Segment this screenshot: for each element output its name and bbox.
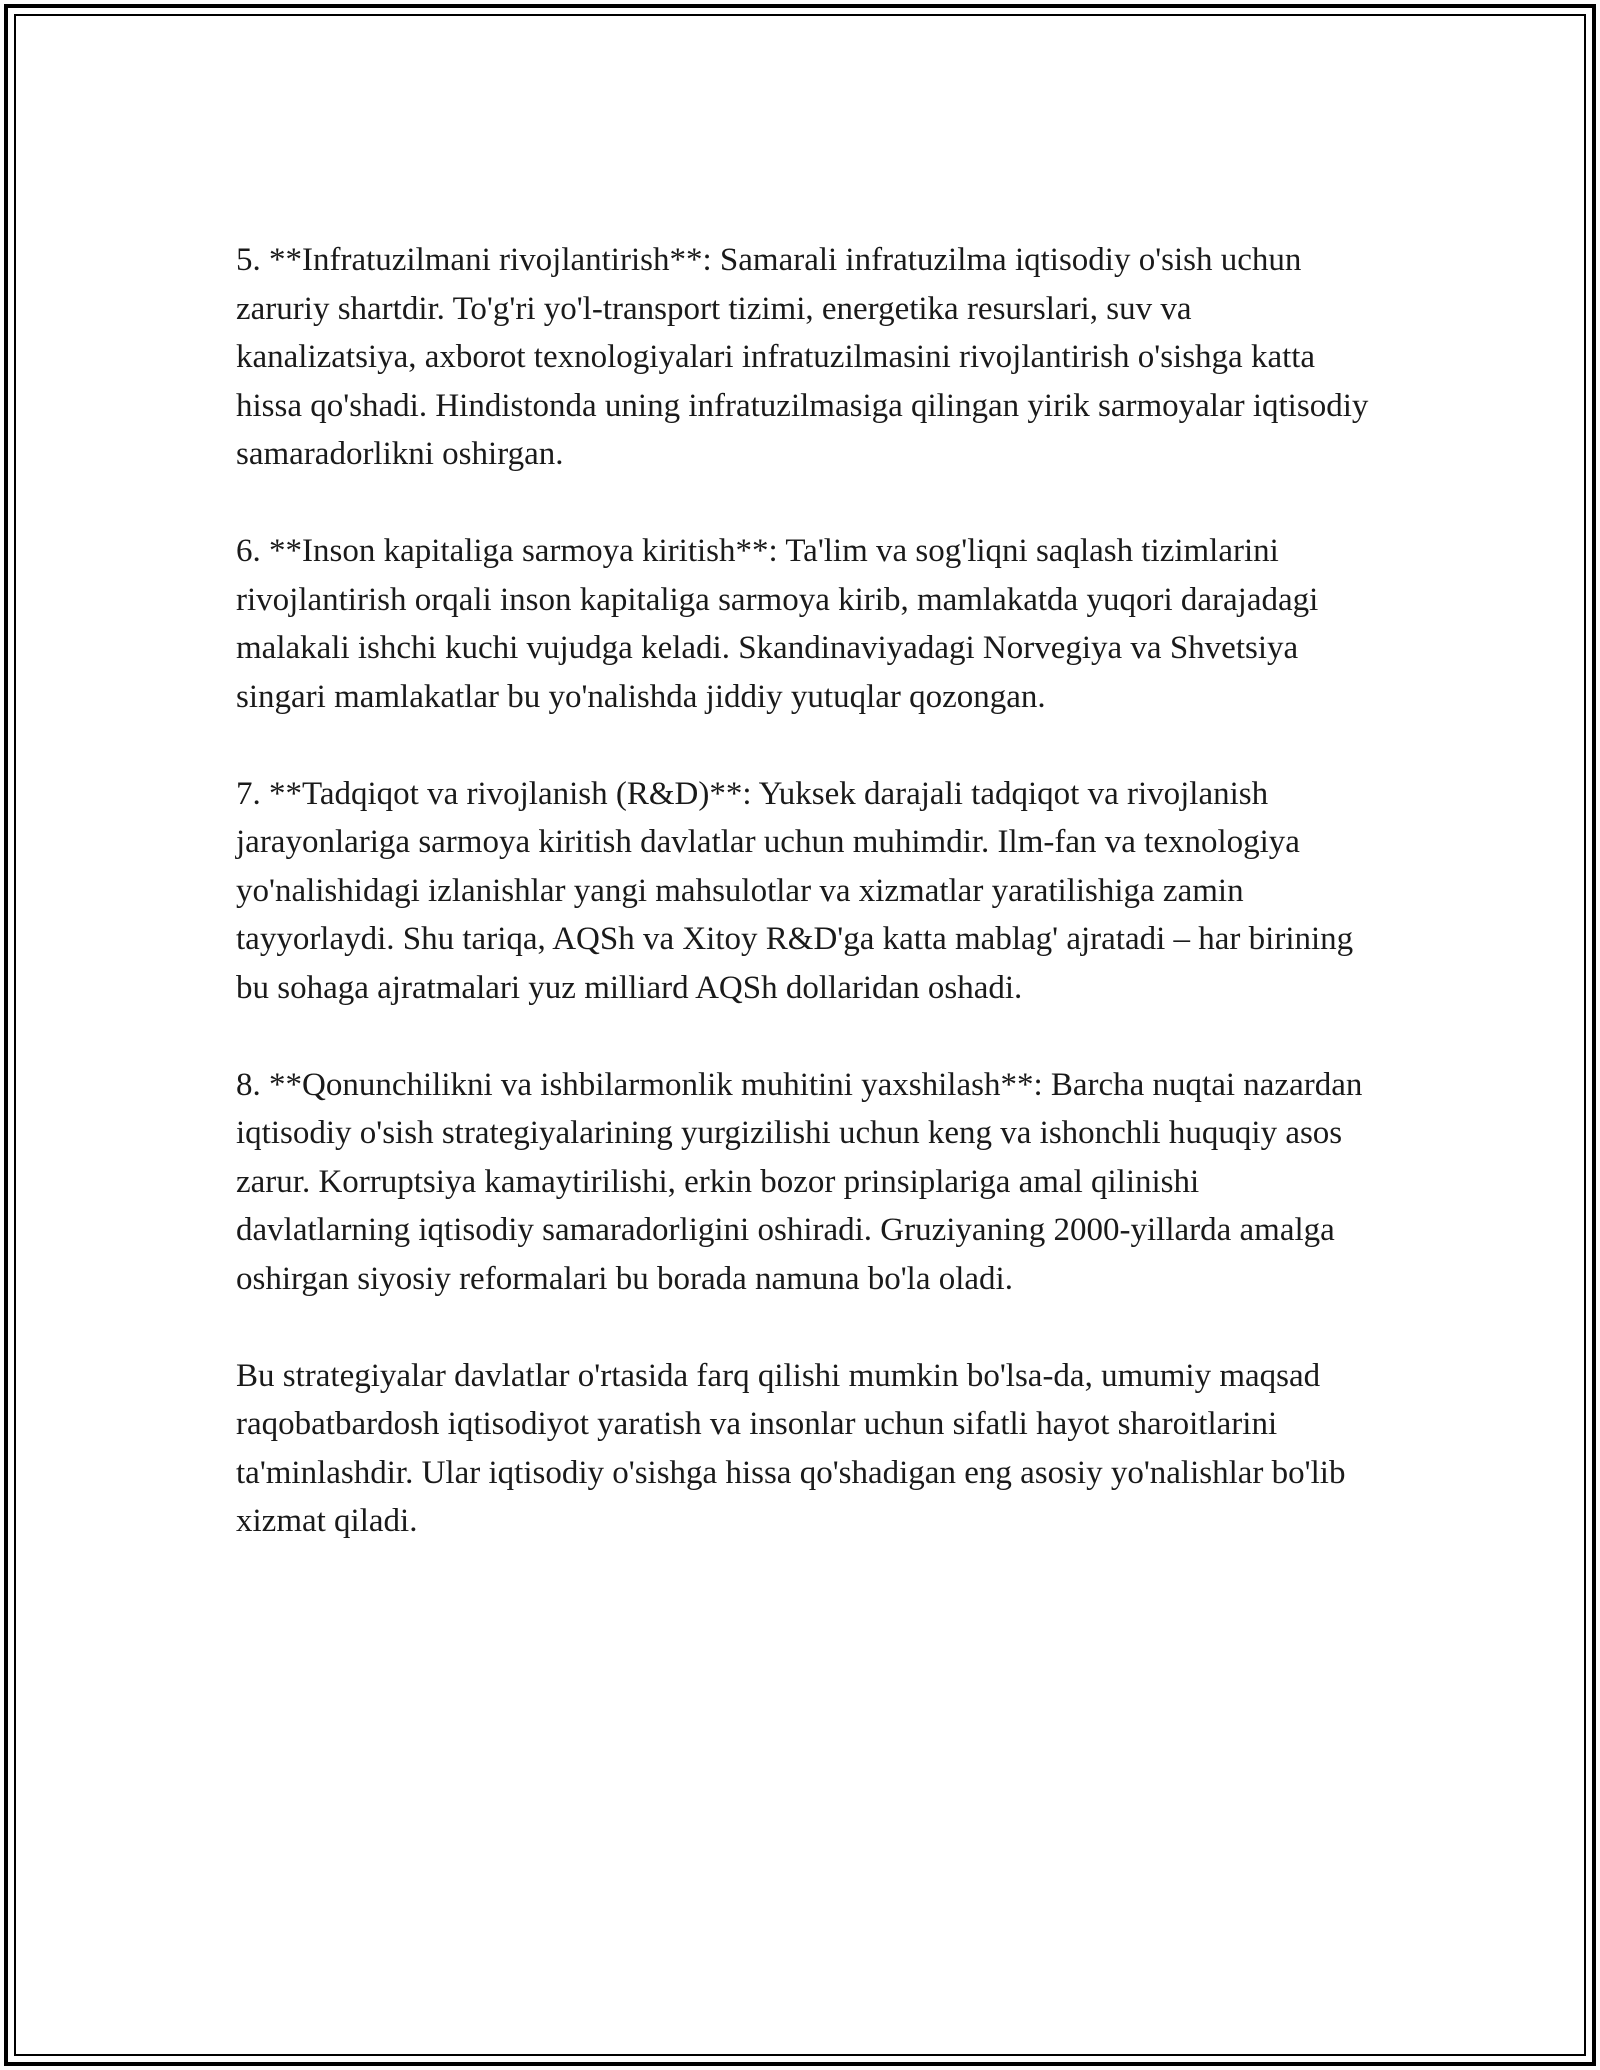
paragraph-research-development: 7. **Tadqiqot va rivojlanish (R&D)**: Yuksek darajali tadqiqot va rivojlanish jarayonlariga sarmoya kiritish davlatlar uchun muhimdir. Ilm-fan va texnologiya yo'nalishidagi izlanishlar yangi mahsulotlar va xizmatlar yaratilishiga zamin tayyorlaydi. Shu tariqa, AQSh va Xitoy R&D'ga katta mablag' ajratadi – har birining bu sohaga ajratmalari yuz milliard AQSh dollaridan oshadi. [236,775,1354,1006]
paragraph-legislation-business: 8. **Qonunchilikni va ishbilarmonlik muhitini yaxshilash**: Barcha nuqtai nazardan iqtisodiy o'sish strategiyalarining yurgizilishi uchun keng va ishonchli huquqiy asos zarur. Korruptsiya kamaytirilishi, erkin bozor prinsiplariga amal qilinishi davlatlarning iqtisodiy samaradorligini oshiradi. Gruziyaning 2000-yillarda amalga oshirgan siyosiy reformalari bu borada namuna bo'la oladi. [236,1066,1363,1297]
document-body [236,236,1376,1546]
paragraph-human-capital: 6. **Inson kapitaliga sarmoya kiritish**: Ta'lim va sog'liqni saqlash tizimlarini rivojlantirish orqali inson kapitaliga sarmoya kirib, mamlakatda yuqori darajadagi malakali ishchi kuchi vujudga keladi. Skandinaviyadagi Norvegiya va Shvetsiya singari mamlakatlar bu yo'nalishda jiddiy yutuqlar qozongan. [236,533,1319,715]
paragraph-infrastructure: 5. **Infratuzilmani rivojlantirish**: Samarali infratuzilma iqtisodiy o'sish uchun zaruriy shartdir. To'g'ri yo'l-transport tizimi, energetika resurslari, suv va kanalizatsiya, axborot texnologiyalari infratuzilmasini rivojlantirish o'sishga katta hissa qo'shadi. Hindistonda uning infratuzilmasiga qilingan yirik sarmoyalar iqtisodiy samaradorlikni oshirgan. [236,242,1369,472]
paragraph-conclusion: Bu strategiyalar davlatlar o'rtasida farq qilishi mumkin bo'lsa-da, umumiy maqsad raqobatbardosh iqtisodiyot yaratish va insonlar uchun sifatli hayot sharoitlarini ta'minlashdir. Ular iqtisodiy o'sishga hissa qo'shadigan eng asosiy yo'nalishlar bo'lib xizmat qiladi. [236,1357,1346,1539]
